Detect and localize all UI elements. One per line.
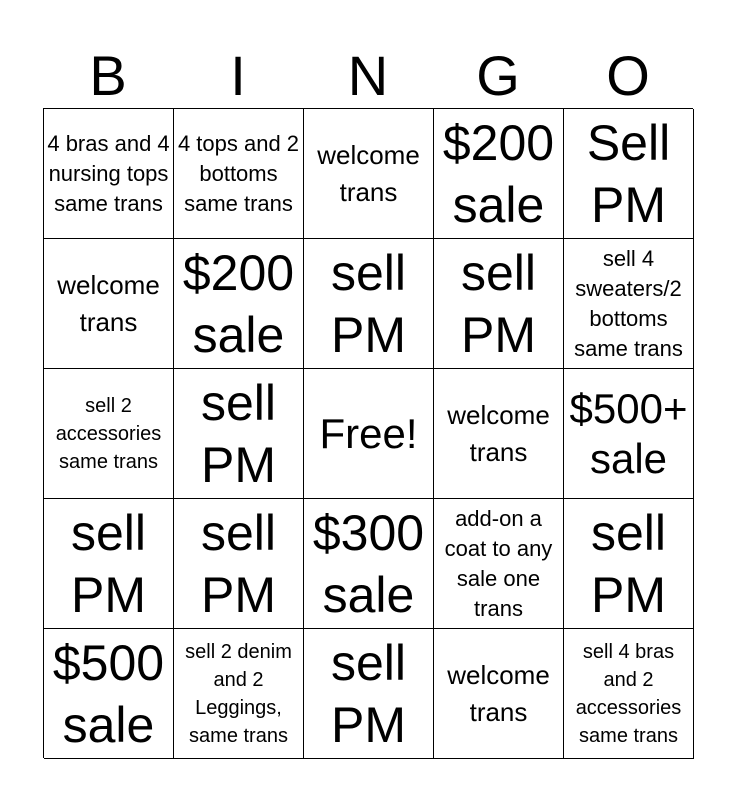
bingo-cell: sell PM xyxy=(304,629,434,759)
bingo-cell: $200 sale xyxy=(174,239,304,369)
bingo-cell: sell PM xyxy=(304,239,434,369)
bingo-cell: add-on a coat to any sale one trans xyxy=(434,499,564,629)
header-letter-o: O xyxy=(606,44,650,107)
bingo-cell: $300 sale xyxy=(304,499,434,629)
bingo-board xyxy=(43,108,693,758)
bingo-cell: sell PM xyxy=(564,499,694,629)
header-letter-b: B xyxy=(89,44,127,107)
bingo-cell: welcome trans xyxy=(44,239,174,369)
bingo-cell: welcome trans xyxy=(304,109,434,239)
bingo-cell: sell PM xyxy=(174,369,304,499)
bingo-header xyxy=(43,40,693,108)
bingo-cell: sell 4 bras and 2 accessories same trans xyxy=(564,629,694,759)
free-space: Free! xyxy=(304,369,434,499)
bingo-cell: Sell PM xyxy=(564,109,694,239)
header-letter-g: G xyxy=(476,44,520,107)
bingo-cell: 4 tops and 2 bottoms same trans xyxy=(174,109,304,239)
bingo-cell: welcome trans xyxy=(434,629,564,759)
bingo-cell: $200 sale xyxy=(434,109,564,239)
bingo-cell: sell PM xyxy=(434,239,564,369)
header-letter-n: N xyxy=(347,44,389,107)
bingo-cell: $500 sale xyxy=(44,629,174,759)
bingo-cell: sell 2 accessories same trans xyxy=(44,369,174,499)
bingo-cell: $500+ sale xyxy=(564,369,694,499)
bingo-cell: sell 2 denim and 2 Leggings, same trans xyxy=(174,629,304,759)
bingo-cell: sell 4 sweaters/2 bottoms same trans xyxy=(564,239,694,369)
bingo-cell: sell PM xyxy=(174,499,304,629)
bingo-cell: sell PM xyxy=(44,499,174,629)
bingo-cell: welcome trans xyxy=(434,369,564,499)
header-letter-i: I xyxy=(230,44,246,107)
bingo-cell: 4 bras and 4 nursing tops same trans xyxy=(44,109,174,239)
